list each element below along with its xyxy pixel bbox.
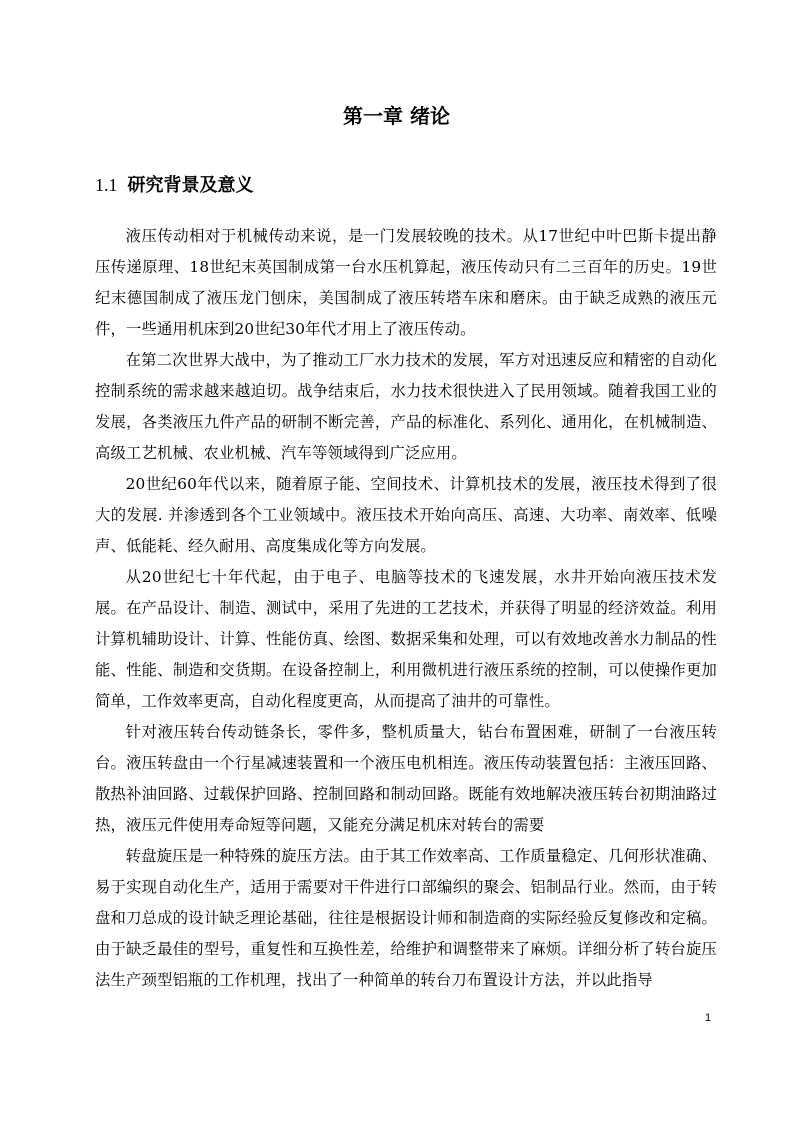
paragraph: 在第二次世界大战中，为了推动工厂水力技术的发展，军方对迅速反应和精密的自动化控制系统的需求越来越迫切。战争结束后，水力技术很快进入了民用领域。随着我国工业的发展，各类液压九件产品的研制不断完善，产品的标准化、系列化、通用化，在机械制造、高级工艺机械、农业机械、汽车等领域得到广泛应用。 — [95, 351, 717, 462]
paragraph: 20世纪60年代以来，随着原子能、空间技术、计算机技术的发展，液压技术得到了很大的发展. 并渗透到各个工业领域中。液压技术开始向高压、高速、大功率、南效率、低噪声、低能耗、经久耐用、高度集成化等方向发展。 — [95, 475, 717, 555]
paragraph: 转盘旋压是一种特殊的旋压方法。由于其工作效率高、工作质量稳定、几何形状准确、易于实现自动化生产，适用于需要对干件进行口部编织的聚会、铝制品行业。然而，由于转盘和刀总成的设计缺乏理论基础，往往是根据设计师和制造商的实际经验反复修改和定稿。由于缺乏最佳的型号，重复性和互换性差，给维护和调整带来了麻烦。详细分析了转台旋压法生产颈型铝瓶的工作机理，找出了一种简单的转台刀布置设计方法，并以此指导 — [95, 847, 717, 989]
chapter-title: 第一章 绪论 — [343, 104, 450, 128]
section-title: 研究背景及意义 — [127, 175, 254, 196]
page-number: 1 — [705, 1012, 712, 1024]
paragraph: 从20世纪七十年代起，由于电子、电脑等技术的飞速发展，水井开始向液压技术发展。在产品设计、制造、测试中，采用了先进的工艺技术，并获得了明显的经济效益。利用计算机辅助设计、计算、性能仿真、绘图、数据采集和处理，可以有效地改善水力制品的性能、性能、制造和交货期。在设备控制上，利用微机进行液压系统的控制，可以使操作更加简单，工作效率更高，自动化程度更高，从而提高了油井的可靠性。 — [95, 568, 717, 710]
section-heading — [95, 172, 254, 199]
paragraph: 针对液压转台传动链条长，零件多，整机质量大，钻台布置困难，研制了一台液压转台。液压转盘由一个行星减速装置和一个液压电机相连。液压传动装置包括：主液压回路、散热补油回路、过载保护回路、控制回路和制动回路。既能有效地解决液压转台初期油路过热，液压元件使用寿命短等问题，又能充分满足机床对转台的需要 — [95, 723, 717, 834]
paragraph: 液压传动相对于机械传动来说，是一门发展较晚的技术。从17世纪中叶巴斯卡提出静压传递原理、18世纪末英国制成第一台水压机算起，液压传动只有二三百年的历史。19世纪末德国制成了液压龙门刨床，美国制成了液压转塔车床和磨床。由于缺乏成熟的液压元件，一些通用机床到20世纪30年代才用上了液压传动。 — [95, 227, 717, 338]
section-number: 1.1 — [95, 175, 118, 195]
body-text — [95, 221, 717, 996]
